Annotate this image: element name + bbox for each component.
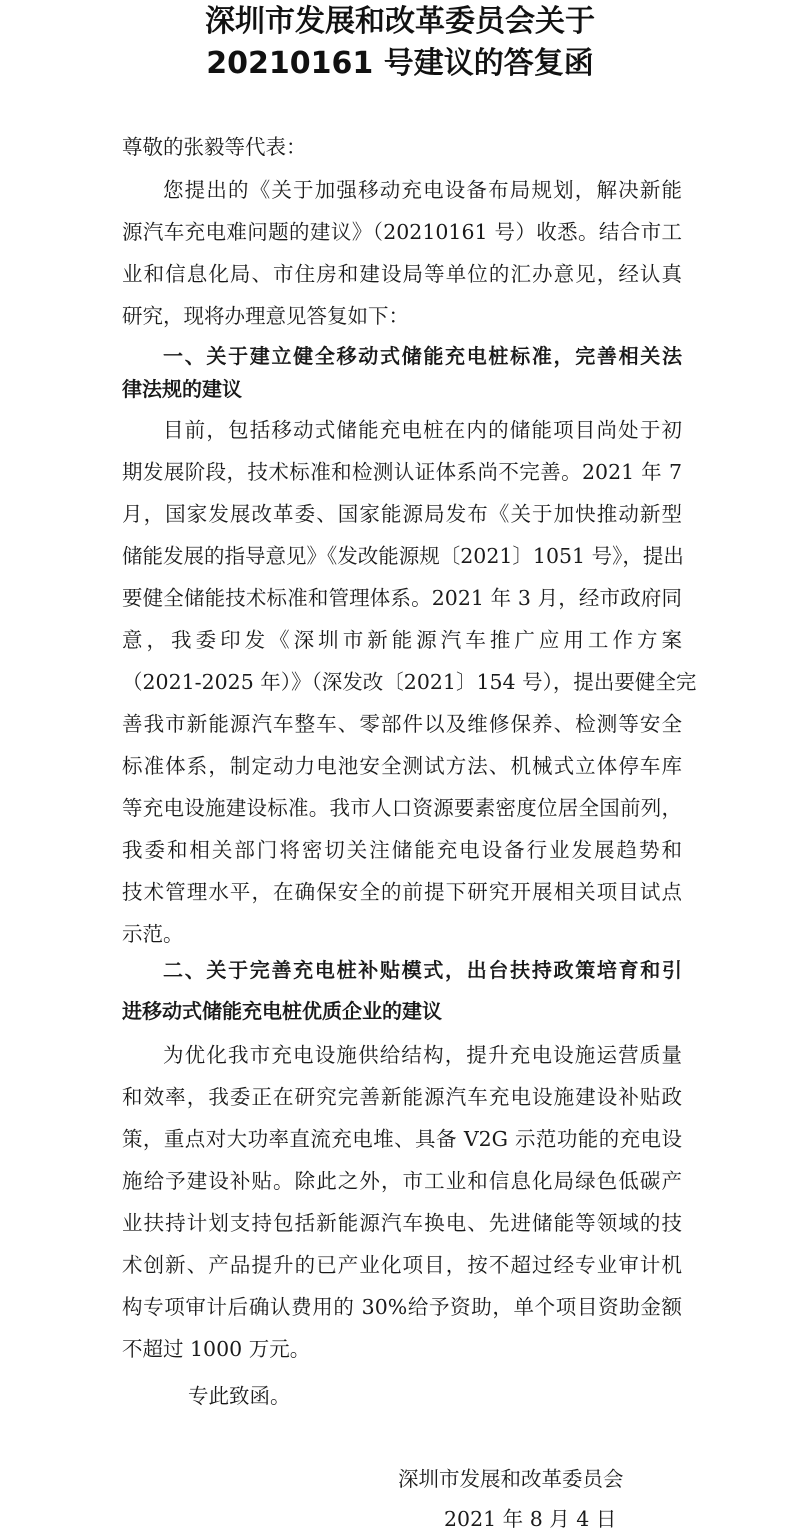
section2-body-line: 和效率，我委正在研究完善新能源汽车充电设施建设补贴政 bbox=[122, 1085, 682, 1109]
signature-organization: 深圳市发展和改革委员会 bbox=[398, 1467, 624, 1491]
section2-body-line: 为优化我市充电设施供给结构，提升充电设施运营质量 bbox=[163, 1043, 682, 1067]
section1-body-line: 技术管理水平，在确保安全的前提下研究开展相关项目试点 bbox=[122, 880, 682, 904]
section1-body-line: 标准体系，制定动力电池安全测试方法、机械式立体停车库 bbox=[122, 754, 682, 778]
intro-line: 源汽车充电难问题的建议》（20210161 号）收悉。结合市工 bbox=[122, 220, 682, 244]
section2-body-line: 构专项审计后确认费用的 30%给予资助，单个项目资助金额 bbox=[122, 1295, 682, 1319]
section1-body-line: 示范。 bbox=[122, 922, 184, 946]
section1-body-line: 意，我委印发《深圳市新能源汽车推广应用工作方案 bbox=[122, 628, 682, 652]
letter-title-line-1: 深圳市发展和改革委员会关于 bbox=[205, 4, 595, 39]
section2-body-line: 术创新、产品提升的已产业化项目，按不超过经专业审计机 bbox=[122, 1253, 682, 1277]
section1-body-line: 等充电设施建设标准。我市人口资源要素密度位居全国前列， bbox=[122, 796, 682, 820]
section1-body-line: 要健全储能技术标准和管理体系。2021 年 3 月，经市政府同 bbox=[122, 586, 682, 610]
section1-heading-line: 律法规的建议 bbox=[122, 377, 242, 401]
section1-body-line: （2021-2025 年）》（深发改〔2021〕154 号），提出要健全完 bbox=[122, 670, 697, 694]
section2-body-line: 策，重点对大功率直流充电堆、具备 V2G 示范功能的充电设 bbox=[122, 1127, 682, 1151]
section1-body-line: 目前，包括移动式储能充电桩在内的储能项目尚处于初 bbox=[163, 418, 682, 442]
letter-title-line-2: 20210161 号建议的答复函 bbox=[206, 46, 594, 81]
section1-body-line: 善我市新能源汽车整车、零部件以及维修保养、检测等安全 bbox=[122, 712, 682, 736]
intro-line: 研究，现将办理意见答复如下： bbox=[122, 304, 409, 328]
signature-date: 2021 年 8 月 4 日 bbox=[444, 1507, 617, 1531]
section1-body-line: 储能发展的指导意见》《发改能源规〔2021〕1051 号》，提出 bbox=[122, 544, 684, 568]
intro-line: 业和信息化局、市住房和建设局等单位的汇办意见，经认真 bbox=[122, 262, 682, 286]
section2-body-line: 业扶持计划支持包括新能源汽车换电、先进储能等领域的技 bbox=[122, 1211, 682, 1235]
intro-line: 您提出的《关于加强移动充电设备布局规划，解决新能 bbox=[163, 178, 682, 202]
section2-heading-line: 二、关于完善充电桩补贴模式，出台扶持政策培育和引 bbox=[163, 958, 682, 982]
section2-body-line: 施给予建设补贴。除此之外，市工业和信息化局绿色低碳产 bbox=[122, 1169, 682, 1193]
section2-body-line: 不超过 1000 万元。 bbox=[122, 1337, 311, 1361]
salutation: 尊敬的张毅等代表： bbox=[122, 135, 307, 159]
section1-heading-line: 一、关于建立健全移动式储能充电桩标准，完善相关法 bbox=[163, 344, 682, 368]
section1-body-line: 我委和相关部门将密切关注储能充电设备行业发展趋势和 bbox=[122, 838, 682, 862]
section1-body-line: 期发展阶段，技术标准和检测认证体系尚不完善。2021 年 7 bbox=[122, 460, 682, 484]
closing-phrase: 专此致函。 bbox=[188, 1384, 291, 1408]
section2-heading-line: 进移动式储能充电桩优质企业的建议 bbox=[122, 999, 442, 1023]
section1-body-line: 月，国家发展改革委、国家能源局发布《关于加快推动新型 bbox=[122, 502, 682, 526]
